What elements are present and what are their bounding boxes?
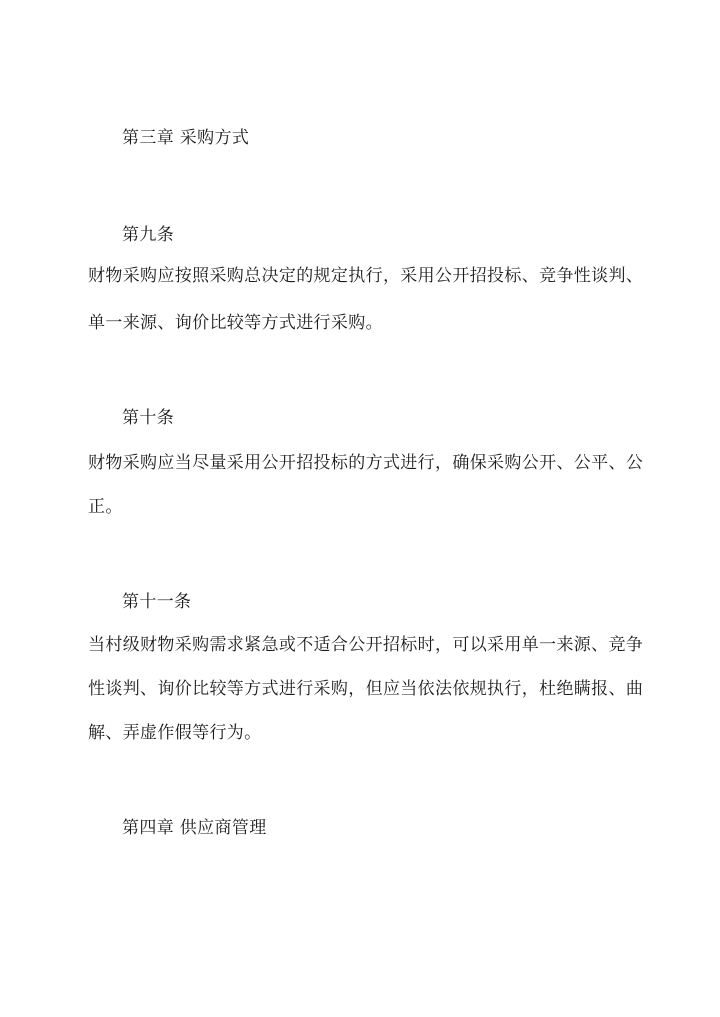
article-10-heading: 第十条 (122, 408, 175, 428)
chapter-3-title: 第三章 采购方式 (122, 128, 250, 148)
article-10-line-1: 财物采购应当尽量采用公开招投标的方式进行，确保采购公开、公平、公 (88, 453, 644, 473)
article-11-line-2: 性谈判、询价比较等方式进行采购，但应当依法依规执行，杜绝瞒报、曲 (88, 679, 644, 699)
article-11-line-1: 当村级财物采购需求紧急或不适合公开招标时，可以采用单一来源、竞争 (88, 635, 644, 655)
article-11-heading: 第十一条 (122, 592, 192, 612)
article-9-line-1: 财物采购应按照采购总决定的规定执行，采用公开招投标、竞争性谈判、 (88, 266, 644, 286)
chapter-4-title: 第四章 供应商管理 (122, 818, 267, 838)
article-9-heading: 第九条 (122, 225, 175, 245)
article-10-line-2: 正。 (88, 497, 123, 517)
article-9-line-2: 单一来源、询价比较等方式进行采购。 (88, 313, 383, 333)
article-11-line-3: 解、弄虚作假等行为。 (88, 723, 262, 743)
